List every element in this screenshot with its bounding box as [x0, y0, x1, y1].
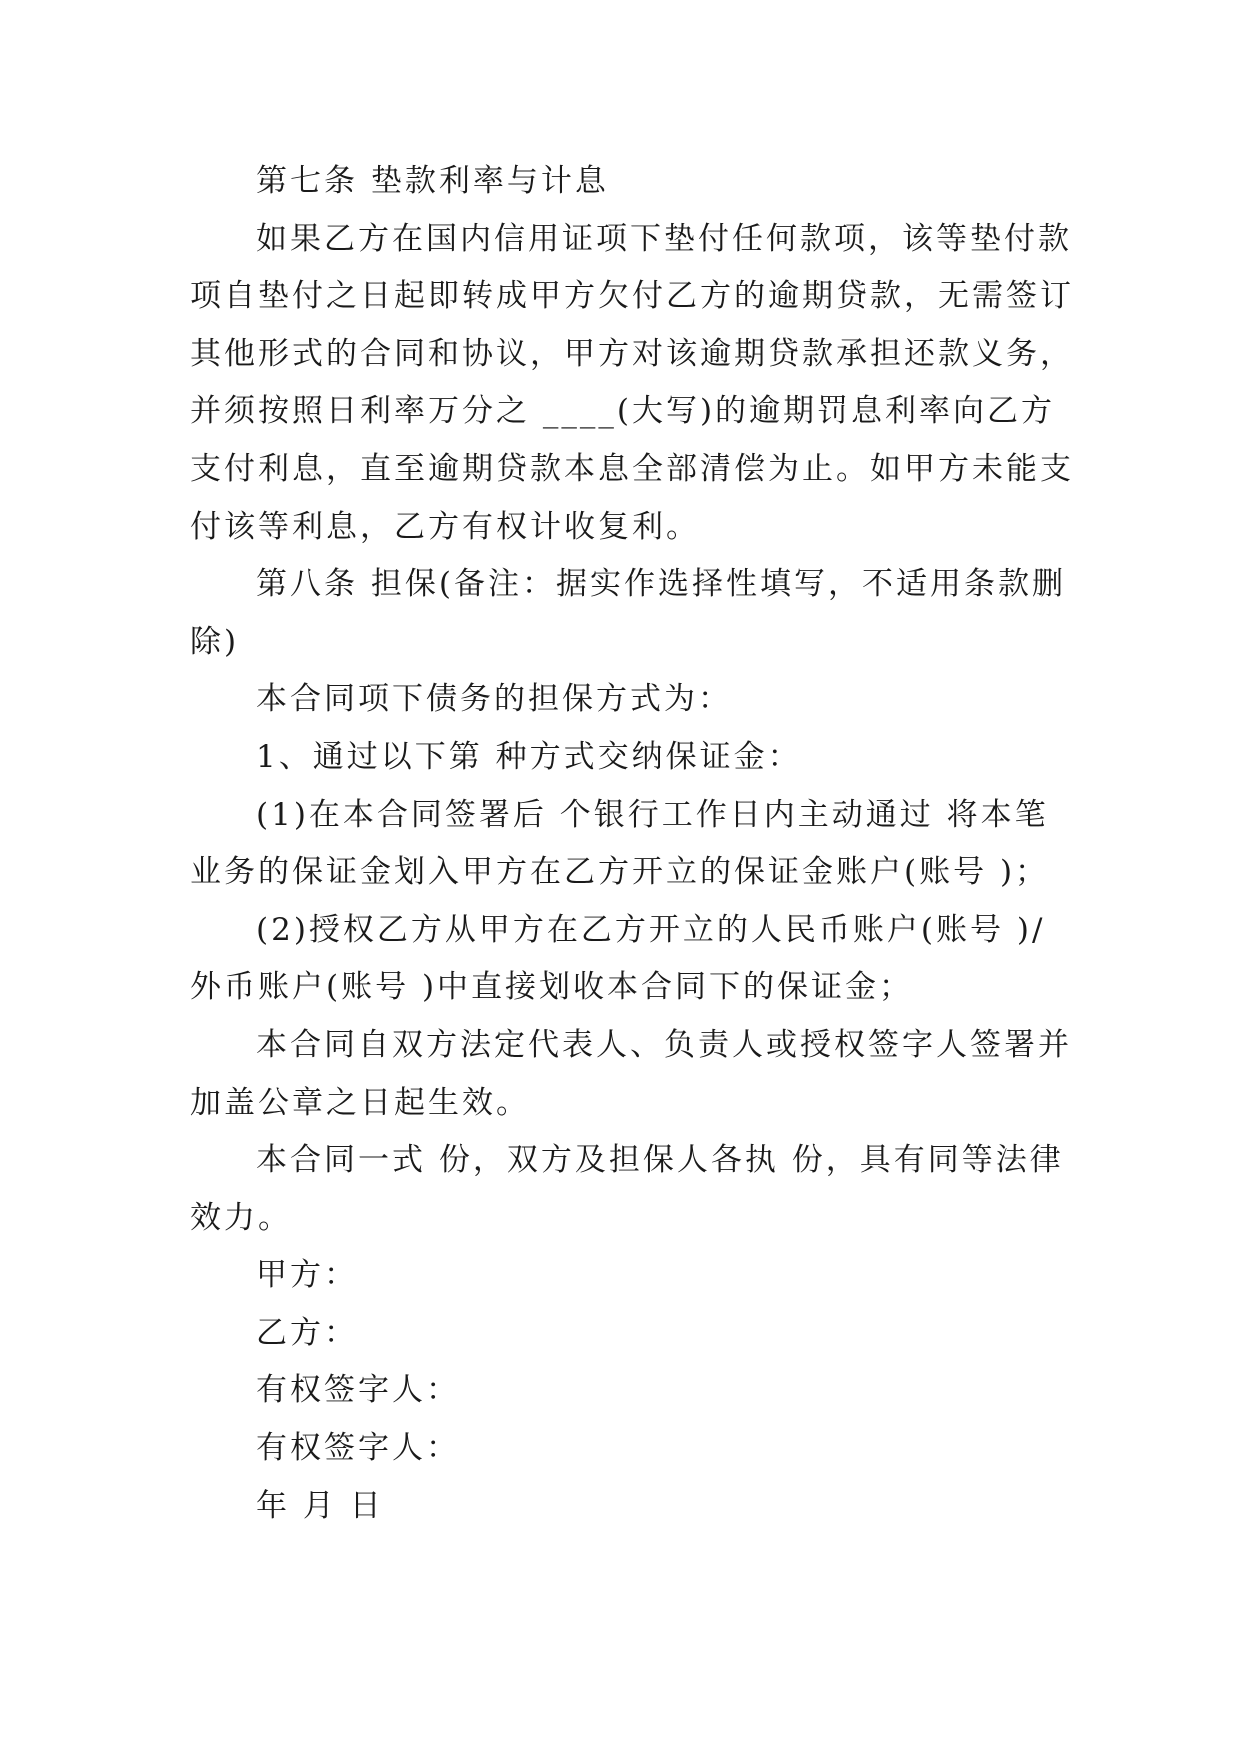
article-7-text-line-2: 项自垫付之日起即转成甲方欠付乙方的逾期贷款，无需签订	[190, 278, 1074, 315]
authorized-signatory-label-1: 有权签字人：	[256, 1372, 460, 1409]
article-7-text-line-6: 付该等利息，乙方有权计收复利。	[190, 508, 700, 545]
copies-clause-line-1: 本合同一式 份，双方及担保人各执 份，具有同等法律	[256, 1142, 1064, 1179]
effectiveness-clause-line-1: 本合同自双方法定代表人、负责人或授权签字人签署并	[256, 1026, 1072, 1063]
article-8-heading-line-1: 第八条 担保(备注：据实作选择性填写，不适用条款删	[256, 566, 1066, 603]
deposit-method-item: 1、通过以下第 种方式交纳保证金：	[256, 738, 802, 775]
article-7-text-line-1: 如果乙方在国内信用证项下垫付任何款项，该等垫付款	[256, 220, 1072, 257]
party-b-signature-label: 乙方：	[256, 1314, 358, 1351]
article-7-text-line-3: 其他形式的合同和协议，甲方对该逾期贷款承担还款义务，	[190, 335, 1074, 372]
document-body	[190, 153, 1074, 1535]
article-7-text-line-5: 支付利息，直至逾期贷款本息全部清偿为止。如甲方未能支	[190, 450, 1074, 487]
deposit-option-2-line-2: 外币账户(账号 )中直接划收本合同下的保证金；	[190, 969, 914, 1006]
deposit-option-1-line-2: 业务的保证金划入甲方在乙方开立的保证金账户(账号 )；	[190, 854, 1050, 891]
authorized-signatory-label-2: 有权签字人：	[256, 1430, 460, 1467]
effectiveness-clause-line-2: 加盖公章之日起生效。	[190, 1084, 530, 1121]
deposit-option-1-line-1: (1)在本合同签署后 个银行工作日内主动通过 将本笔	[256, 796, 1049, 833]
article-7-heading: 第七条 垫款利率与计息	[256, 163, 609, 199]
article-8-heading-line-2: 除)	[190, 623, 240, 660]
date-label: 年 月 日	[256, 1487, 384, 1524]
guarantee-method-intro: 本合同项下债务的担保方式为：	[256, 681, 732, 718]
party-a-signature-label: 甲方：	[256, 1257, 358, 1294]
article-7-text-line-4: 并须按照日利率万分之 ____(大写)的逾期罚息利率向乙方	[190, 393, 1056, 430]
deposit-option-2-line-1: (2)授权乙方从甲方在乙方开立的人民币账户(账号 )/	[256, 911, 1046, 948]
copies-clause-line-2: 效力。	[190, 1199, 292, 1236]
